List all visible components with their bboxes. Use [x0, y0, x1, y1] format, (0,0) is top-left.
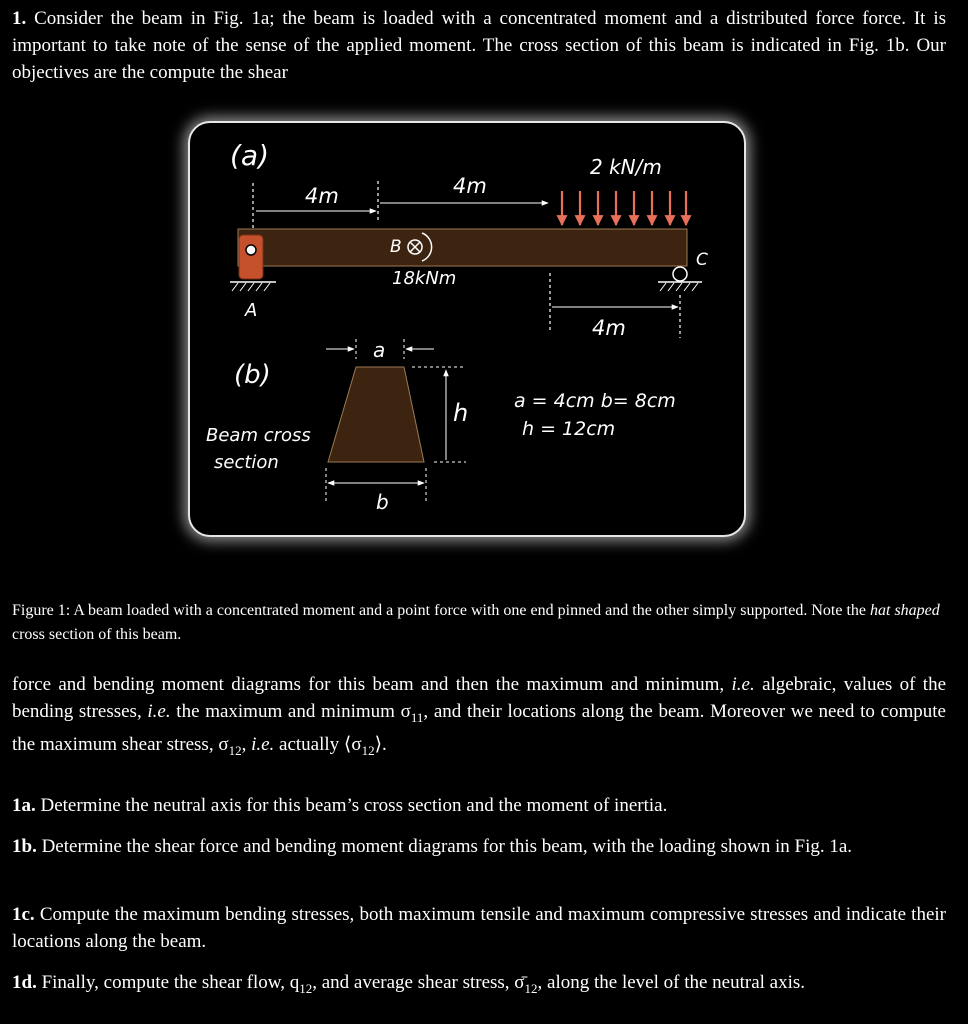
- cross-section-label-1: Beam cross: [206, 425, 311, 446]
- dim-4m-left: 4m: [305, 184, 339, 208]
- task-1a-text: Determine the neutral axis for this beam’s cross section and the moment of inertia.: [40, 795, 668, 816]
- params-line2: h = 12cm: [522, 418, 616, 440]
- caption-emphasis: hat shaped: [870, 602, 940, 619]
- cross-section-label-2: section: [214, 452, 279, 473]
- task-1d: 1d. Finally, compute the shear flow, $q_{12}$, and average shear stress, $\sigmā_{12}$, along the level of the neutral axis.: [12, 972, 806, 996]
- ground-c-hatch: [660, 283, 698, 291]
- dim-b-label: b: [376, 490, 389, 514]
- params-line1: a = 4cm b= 8cm: [514, 390, 676, 412]
- problem-continuation: force and bending moment diagrams for this beam and then the maximum and minimum, i.e. algebraic, values of the bending stresses, i.e. the maximum and minimum $\sigma_{11}$, and their locations along the beam. Moreover we need to compute the maximum shear stress, $\sigma_{12}$, i.e. actually $⟨\sigma_{12}⟩$.: [12, 674, 947, 758]
- figure-a-label: (a): [230, 139, 270, 172]
- figure-caption: [12, 599, 946, 647]
- problem-intro-text: Consider the beam in Fig. 1a; the beam is loaded with a concentrated moment and a distributed force force. It is important to take note of the sense of the applied moment. The cross section of this beam is indicated in Fig. 1b. Our objectives are the compute the shear: [12, 8, 946, 83]
- figure-1: [188, 121, 746, 537]
- support-c-label: C: [696, 250, 708, 270]
- ground-a-hatch: [232, 283, 270, 291]
- figure-b-label: (b): [234, 360, 271, 390]
- task-1b-text: Determine the shear force and bending moment diagrams for this beam, with the loading shown in Fig. 1a.: [41, 836, 853, 857]
- task-1b-label: 1b.: [12, 836, 37, 857]
- cross-section-shape: [328, 367, 424, 462]
- task-1d-label: 1d.: [12, 972, 37, 993]
- caption-prefix: Figure 1: A beam loaded with a concentrated moment and a point force with one end pinned and the other simply supported. Note the: [12, 602, 866, 619]
- dim-4m-right: 4m: [592, 316, 626, 340]
- dim-h-label: h: [453, 399, 469, 427]
- task-1c-label: 1c.: [12, 904, 35, 925]
- dim-4m-mid: 4m: [453, 174, 487, 198]
- beam: [238, 229, 687, 266]
- distributed-load-arrows: [562, 191, 686, 225]
- beam-figure: [190, 123, 744, 535]
- support-a-label: A: [245, 300, 258, 321]
- caption-suffix: cross section of this beam.: [12, 626, 182, 643]
- problem-number: 1.: [12, 8, 27, 29]
- task-1c-text: Compute the maximum bending stresses, both maximum tensile and maximum compressive stresses and indicate their locations along the beam.: [12, 904, 946, 952]
- task-1a: [12, 792, 946, 819]
- task-1a-label: 1a.: [12, 795, 36, 816]
- load-label: 2 kN/m: [590, 155, 662, 179]
- point-b-label: B: [390, 237, 402, 257]
- pin-support-a-hole: [246, 245, 256, 255]
- moment-value: 18kNm: [392, 268, 457, 289]
- task-1b: [12, 833, 946, 860]
- problem-intro: [12, 5, 946, 86]
- dim-a-label: a: [373, 338, 386, 362]
- roller-support-c: [673, 267, 687, 281]
- pin-support-a: [239, 235, 263, 279]
- task-1c: [12, 901, 946, 955]
